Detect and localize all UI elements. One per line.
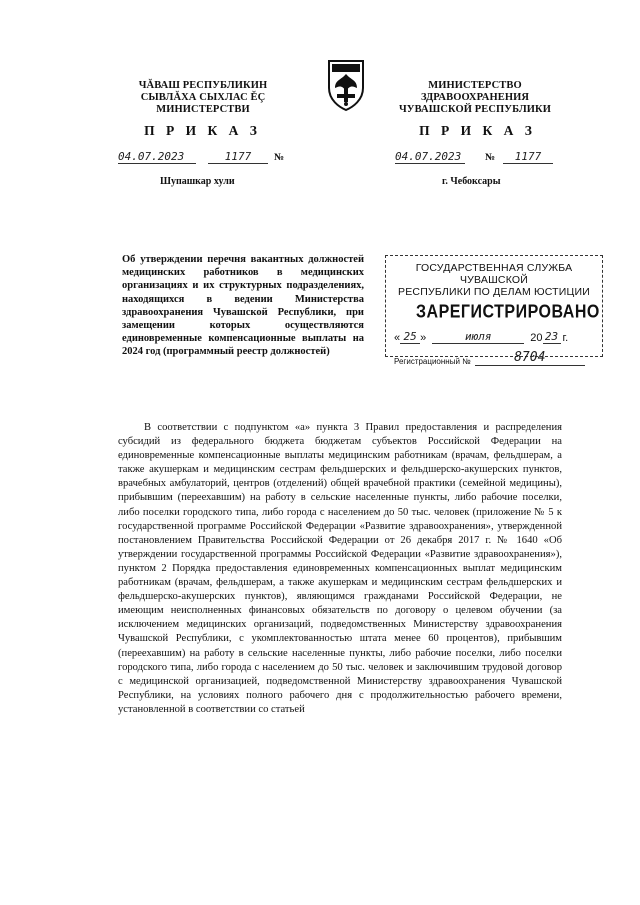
stamp-line-2: РЕСПУБЛИКИ ПО ДЕЛАМ ЮСТИЦИИ <box>398 286 590 298</box>
stamp-reg-label: Регистрационный № <box>394 357 471 366</box>
registration-stamp <box>385 255 603 366</box>
right-date-number-line <box>395 150 565 166</box>
right-org-line-3: ЧУВАШСКОЙ РЕСПУБЛИКИ <box>398 104 552 115</box>
left-org-header <box>122 80 284 116</box>
left-number-sign: № <box>274 152 285 163</box>
stamp-month: июля <box>432 330 524 344</box>
left-org-line-3: МИНИСТЕРСТВИ <box>156 104 250 115</box>
stamp-reg-number: 8704 <box>475 350 585 366</box>
stamp-registered: ЗАРЕГИСТРИРОВАНО <box>416 302 600 323</box>
stamp-year-suffix: 23 <box>543 330 561 344</box>
stamp-reg-row <box>394 350 594 366</box>
stamp-year-mark: г. <box>562 332 569 344</box>
right-number-sign: № <box>485 152 496 163</box>
left-order-title: П Р И К А З <box>144 123 261 138</box>
stamp-day: 25 <box>400 330 420 344</box>
left-city: Шупашкар хули <box>160 176 235 187</box>
left-org-line-2: СЫВЛĂХА СЫХЛАС ĔÇ <box>140 92 266 103</box>
right-order-number: 1177 <box>503 150 553 164</box>
right-org-line-2: ЗДРАВООХРАНЕНИЯ <box>420 92 530 103</box>
stamp-year-prefix: 20 <box>530 332 543 344</box>
right-city: г. Чебоксары <box>442 176 501 187</box>
body-paragraph: В соответствии с подпунктом «а» пункта 3 Правил предоставления и распределения субсидий из федерального бюджета бюджетам субъектов Российской Федерации на единовременные компенсационные выплаты медицинским работникам (врачам, фельдшерам, а также акушеркам и медицинским сестрам фельдшерских и фельдшерско-акушерских пунктов, врачебных амбулаторий, центров (отделений) общей врачебной практики (семейной медицины), прибывшим (переехавшим) на работу в сельские населенные пункты, либо рабочие поселки, либо поселки городского типа, либо города с населением до 50 тыс. человек (приложение № 5 к государственной программе Российской Федерации «Развитие здравоохранения», утвержденной постановлением Правительства Российской Федерации от 26 декабря 2017 г. № 1640 «Об утверждении государственной программы Российской Федерации «Развитие здравоохранения»), пунктом 2 Порядка предоставления единовременных компенсационных выплат медицинским работникам (врачам, фельдшерам, а также акушеркам и медицинским сестрам фельдшерских и фельдшерско-акушерских пунктов), являющимся гражданами Российской Федерации, не имеющим неисполненных финансовых обязательств по договору о целевом обучении (за исключением медицинских организаций, подведомственных Министерству здравоохранения Чувашской Республики, с укомплектованностью штата менее 60 процентов), прибывшим (переехавшим) на работу в сельские населенные пункты, либо рабочие поселки, либо поселки городского типа, либо города с населением до 50 тыс. человек и заключившим трудовой договор с медицинской организацией, подведомственной Министерству здравоохранения Чувашской Республики, на условиях полного рабочего дня с продолжительностью рабочего времени, установленной в соответствии со статьей <box>118 422 562 715</box>
left-order-number: 1177 <box>208 150 268 164</box>
right-org-header <box>390 80 560 116</box>
left-org-line-1: ЧĂВАШ РЕСПУБЛИКИН <box>138 80 268 91</box>
right-order-title: П Р И К А З <box>419 123 536 138</box>
right-order-date: 04.07.2023 <box>395 150 465 164</box>
order-subject: Об утверждении перечня вакантных должностей медицинских работников в медицинских организациях и их структурных подразделениях, находящихся в ведении Министерства здравоохранения Чувашской Республики, при замещении которых осуществляются единовременные компенсационные выплаты на 2024 год (программный реестр должностей) <box>122 254 364 358</box>
stamp-date-row: « 25 » июля 20 23 г. <box>394 330 569 344</box>
right-org-line-1: МИНИСТЕРСТВО <box>428 80 522 91</box>
stamp-line-1: ГОСУДАРСТВЕННАЯ СЛУЖБА ЧУВАШСКОЙ <box>415 262 573 286</box>
order-body <box>118 421 562 717</box>
chuvash-coat-of-arms-icon <box>325 58 367 112</box>
left-order-date: 04.07.2023 <box>118 150 196 164</box>
left-date-number-line <box>118 150 298 166</box>
